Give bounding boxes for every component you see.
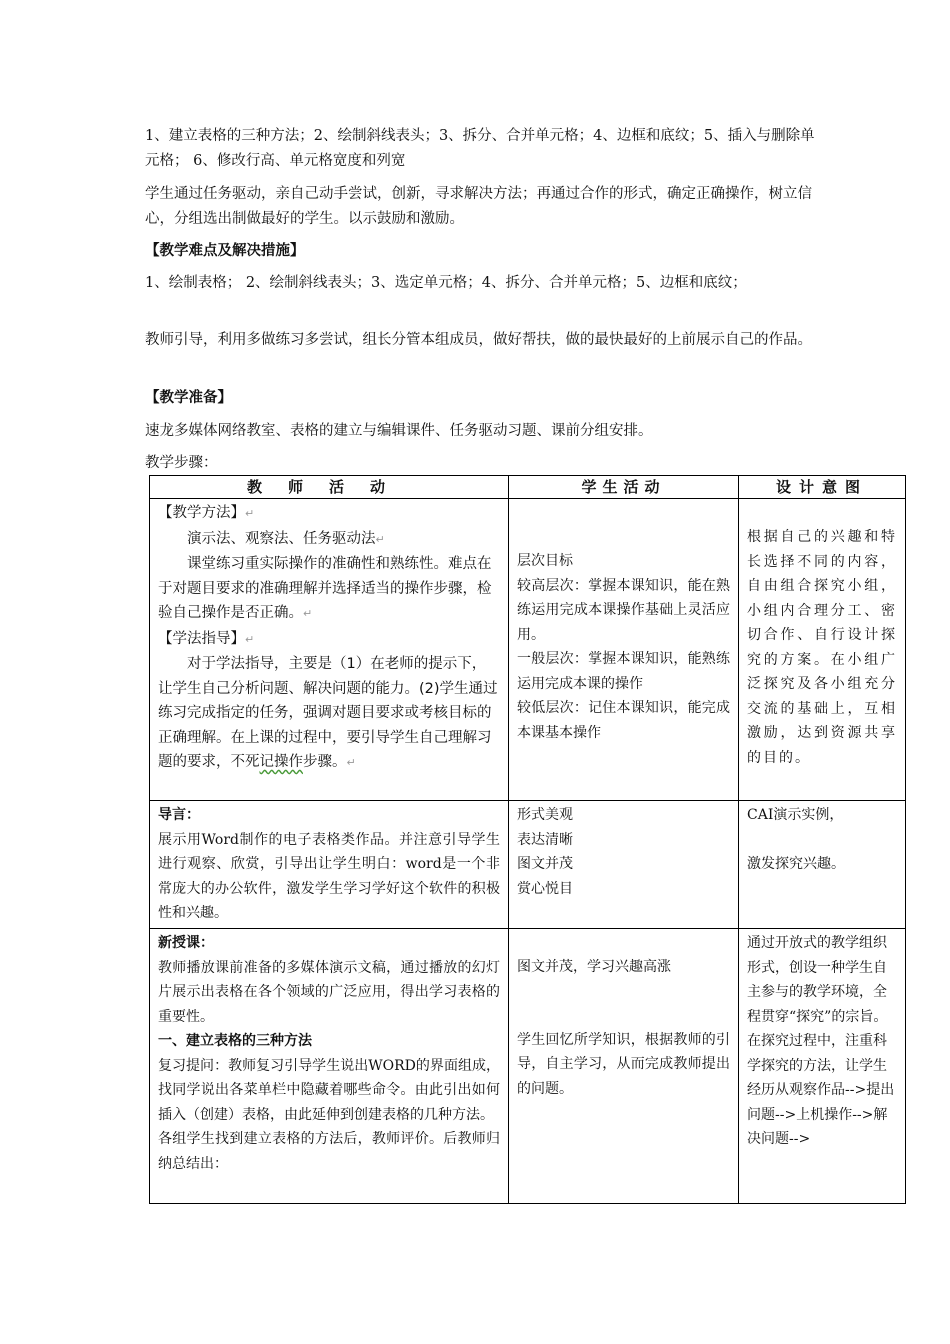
student-goal-high: 较高层次：掌握本课知识，能在熟练运用完成本课操作基础上灵活应用。 [517, 577, 730, 643]
table-row [150, 499, 906, 801]
table-header-row [150, 476, 906, 499]
header-teacher-activity: 教师活动 [150, 476, 509, 499]
new-lesson-title: 新授课： [158, 935, 214, 951]
heading-preparation: 【教学准备】 [145, 389, 232, 406]
paragraph-preparation: 速龙多媒体网络教室、表格的建立与编辑课件、任务驱动习题、课前分组安排。 [145, 423, 653, 439]
student-goal-mid: 一般层次：掌握本课知识，能熟练运用完成本课的操作 [517, 651, 730, 692]
paragraph-steps-label: 教学步骤： [145, 455, 218, 471]
student-activity-cell [509, 929, 739, 1204]
design-intent-cell [739, 499, 906, 801]
student-item: 表达清晰 [517, 831, 573, 848]
student-response-detail: 学生回忆所学知识，根据教师的引导，自主学习，从而完成教师提出的问题。 [517, 1031, 730, 1097]
table-row [150, 929, 906, 1204]
design-intent-cell [739, 801, 906, 929]
paragraph-key-points: 1、建立表格的三种方法；2、绘制斜线表头；3、拆分、合并单元格；4、边框和底纹；5、插入与删除单元格； 6、修改行高、单元格宽度和列宽 [145, 128, 815, 169]
teacher-activity-cell [150, 929, 509, 1204]
intro-text: 展示用Word制作的电子表格类作品。并注意引导学生进行观察、欣赏，引导出让学生明白：word是一个非常庞大的办公软件，激发学生学习学好这个软件的积极性和兴趣。 [158, 831, 500, 921]
heading-difficulties: 【教学难点及解决措施】 [145, 242, 305, 259]
design-intent-text: 根据自己的兴趣和特长选择不同的内容，自由组合探究小组，小组内合理分工、密切合作、自行设计探究的方案。在小组广泛探究及各小组充分交流的基础上，互相激励，达到资源共享的目的。 [747, 529, 897, 766]
teacher-activity-cell [150, 801, 509, 929]
section-title: 一、建立表格的三种方法 [158, 1033, 312, 1049]
guide-text-end: 步骤。 [303, 754, 347, 770]
student-item: 图文并茂 [517, 856, 573, 872]
student-response: 图文并茂，学习兴趣高涨 [517, 959, 671, 975]
student-goal-title: 层次目标 [517, 553, 573, 569]
header-design-intent: 设计意图 [739, 476, 906, 499]
design-intent-cell [739, 929, 906, 1204]
paragraph-solutions: 教师引导，利用多做练习多尝试，组长分管本组成员，做好帮扶，做的最快最好的上前展示自己的作品。 [145, 332, 812, 348]
table-row [150, 801, 906, 929]
review-text: 复习提问：教师复习引导学生说出WORD的界面组成，找同学说出各菜单栏中隐藏着哪些命令。由此引出如何插入（创建）表格，由此延伸到创建表格的几种方法。 [158, 1057, 500, 1123]
student-activity-cell [509, 499, 739, 801]
student-item: 形式美观 [517, 807, 573, 823]
student-activity-cell [509, 801, 739, 929]
method-title: 【教学方法】 [158, 505, 245, 521]
design-intent-text: 通过开放式的教学组织形式，创设一种学生自主参与的教学环境，全程贯穿“探究”的宗旨。在探究过程中，注重科学探究的方法，让学生经历从观察作品-->提出问题-->上机操作-->解决问题--> [747, 935, 895, 1147]
guide-text-underlined: 记操作 [259, 754, 303, 770]
guide-text: 对于学法指导，主要是（1）在老师的提示下，让学生自己分析问题、解决问题的能力。(2)学生通过练习完成指定的任务，强调对题目要求或考核目标的正确理解。在上课的过程中，要引导学生自己理解习题的要求，不死 [158, 656, 498, 770]
paragraph-difficulties: 1、绘制表格； 2、绘制斜线表头；3、选定单元格；4、拆分、合并单元格；5、边框和底纹； [145, 275, 747, 291]
method-detail: 课堂练习重实际操作的准确性和熟练性。难点在于对题目要求的准确理解并选择适当的操作步骤，检验自己操作是否正确。 [158, 556, 492, 621]
guide-title: 【学法指导】 [158, 630, 245, 647]
return-mark: ↵ [375, 532, 385, 546]
student-item: 赏心悦目 [517, 880, 573, 897]
design-intent-line: CAI演示实例， [747, 807, 844, 823]
teaching-steps-table [149, 475, 906, 1204]
student-goal-low: 较低层次：记住本课知识，能完成本课基本操作 [517, 700, 730, 741]
header-student-activity: 学生活动 [509, 476, 739, 499]
return-mark: ↵ [346, 756, 356, 769]
method-line: 演示法、观察法、任务驱动法 [187, 530, 376, 547]
summary-text: 各组学生找到建立表格的方法后，教师评价。后教师归纳总结出： [158, 1131, 500, 1172]
intro-title: 导言： [158, 807, 200, 823]
return-mark: ↵ [303, 607, 313, 620]
return-mark: ↵ [245, 632, 255, 646]
return-mark: ↵ [245, 507, 255, 520]
new-lesson-text: 教师播放课前准备的多媒体演示文稿，通过播放的幻灯片展示出表格在各个领域的广泛应用，得出学习表格的重要性。 [158, 959, 500, 1025]
design-intent-line: 激发探究兴趣。 [747, 855, 845, 872]
paragraph-method: 学生通过任务驱动，亲自己动手尝试，创新，寻求解决方法；再通过合作的形式，确定正确操作，树立信心，分组选出制做最好的学生。以示鼓励和激励。 [145, 186, 812, 227]
teacher-activity-cell [150, 499, 509, 801]
